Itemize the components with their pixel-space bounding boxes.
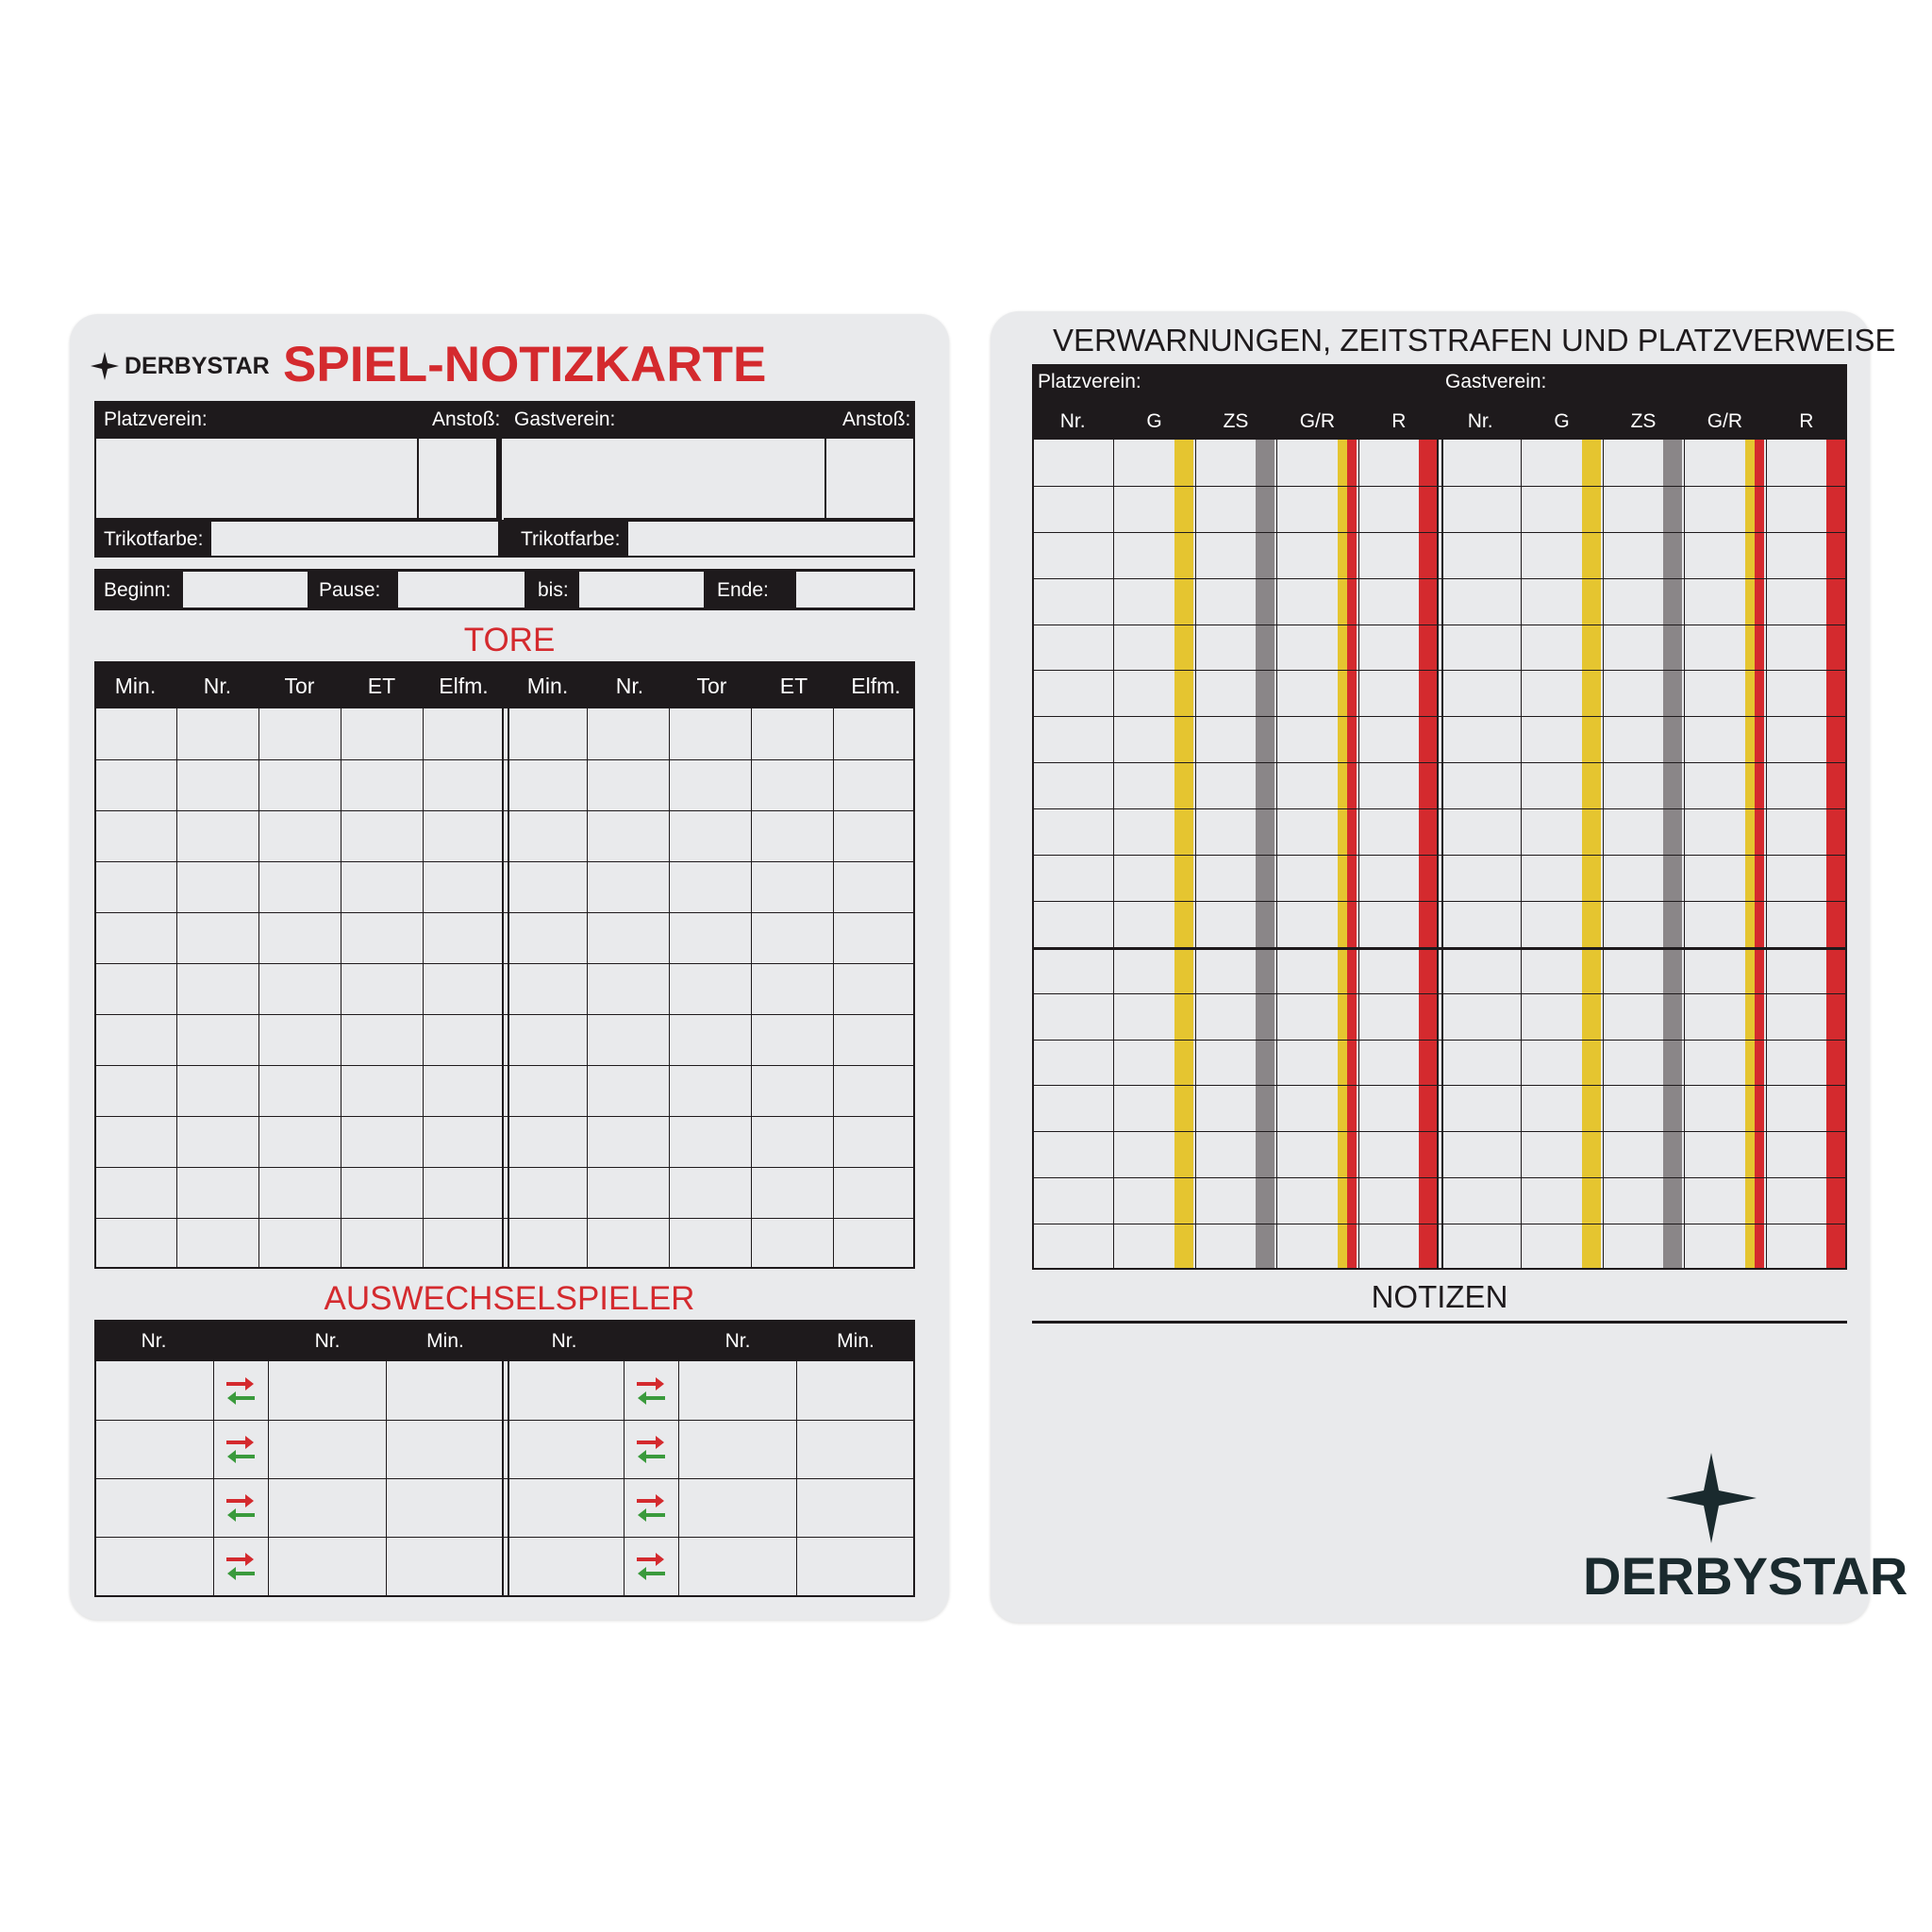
goals-column-header: Min. — [526, 674, 569, 698]
star-icon — [1666, 1453, 1757, 1543]
goals-table — [94, 708, 915, 1269]
goals-title: TORE — [463, 622, 556, 658]
grid-line — [669, 708, 670, 1269]
guest-jersey-label: Trikotfarbe: — [521, 528, 621, 550]
team-divider — [502, 1320, 504, 1597]
grid-line — [913, 1361, 915, 1597]
cards-column-header: R — [1799, 410, 1814, 432]
cards-header — [1032, 364, 1847, 440]
grid-line — [258, 708, 259, 1269]
grid-line — [94, 1014, 915, 1015]
grid-line — [1032, 532, 1847, 533]
pause-label: Pause: — [319, 579, 381, 601]
substitutes-column-header: Min. — [426, 1330, 464, 1352]
team-divider — [502, 439, 504, 520]
jersey-row — [94, 520, 915, 558]
grid-line — [678, 1361, 679, 1597]
cards-column-header: ZS — [1630, 410, 1657, 432]
cards-column-header: G/R — [1299, 410, 1336, 432]
team-divider — [508, 708, 509, 1269]
grid-line — [1032, 901, 1847, 902]
cards-guest-label: Gastverein: — [1445, 371, 1547, 392]
team-divider — [1441, 387, 1443, 1270]
home-jersey-field[interactable] — [211, 522, 498, 556]
start-label: Beginn: — [104, 579, 172, 601]
grid-line — [1276, 440, 1277, 1270]
grid-line — [213, 1361, 214, 1597]
start-field[interactable] — [183, 572, 308, 608]
grid-line — [1032, 855, 1847, 856]
goals-column-header: Nr. — [203, 674, 232, 698]
match-note-card-back — [991, 311, 1908, 1623]
grid-line — [94, 1167, 915, 1168]
grid-line — [1032, 947, 1847, 950]
team-block — [94, 401, 915, 524]
grid-line — [386, 1361, 387, 1597]
times-row — [94, 569, 915, 610]
goals-column-header: Tor — [284, 674, 315, 698]
swap-arrows-icon — [635, 1433, 667, 1465]
guest-team-field[interactable] — [504, 439, 824, 518]
grid-line — [94, 708, 96, 1269]
cards-column-header: R — [1391, 410, 1407, 432]
team-divider — [502, 708, 504, 1269]
grid-line — [751, 708, 752, 1269]
cards-table — [1032, 440, 1847, 1270]
grid-line — [1032, 578, 1847, 579]
swap-arrows-icon — [225, 1374, 257, 1407]
goals-column-header: Min. — [114, 674, 157, 698]
grid-line — [94, 1267, 915, 1269]
grid-line — [1032, 1085, 1847, 1086]
home-kickoff-label: Anstoß: — [432, 408, 501, 430]
cards-column-header: Nr. — [1467, 410, 1493, 432]
cards-column-header: ZS — [1223, 410, 1249, 432]
grid-line — [796, 1361, 797, 1597]
substitutes-table — [94, 1361, 915, 1597]
cards-column-header: G — [1146, 410, 1162, 432]
grid-line — [1766, 440, 1767, 1270]
grid-line — [1032, 1131, 1847, 1132]
end-field[interactable] — [796, 572, 913, 608]
grid-line — [94, 1478, 915, 1479]
swap-arrows-icon — [225, 1491, 257, 1524]
grid-line — [624, 1361, 625, 1597]
grid-line — [1195, 440, 1196, 1270]
grid-line — [1113, 440, 1114, 1270]
notes-divider — [1032, 1321, 1847, 1324]
grid-line — [1603, 440, 1604, 1270]
grid-line — [1521, 440, 1522, 1270]
grid-line — [1032, 716, 1847, 717]
cards-column-header: G — [1554, 410, 1570, 432]
grid-line — [176, 708, 177, 1269]
goals-column-header: Elfm. — [439, 674, 489, 698]
substitutes-column-header: Min. — [837, 1330, 874, 1352]
match-note-card-front — [70, 314, 949, 1620]
grid-line — [94, 1420, 915, 1421]
goals-column-header: ET — [367, 674, 396, 698]
grid-line — [1358, 440, 1359, 1270]
grid-line — [94, 912, 915, 913]
team-divider — [1437, 387, 1439, 1270]
grid-line — [1032, 486, 1847, 487]
grid-line — [268, 1361, 269, 1597]
cards-home-label: Platzverein: — [1038, 371, 1141, 392]
substitutes-title: AUSWECHSELSPIELER — [324, 1280, 695, 1317]
substitutes-column-header: Nr. — [314, 1330, 341, 1352]
swap-arrows-icon — [225, 1433, 257, 1465]
grid-line — [94, 1361, 96, 1597]
until-label: bis: — [538, 579, 569, 601]
home-kickoff-field[interactable] — [419, 439, 496, 518]
card-title: SPIEL-NOTIZKARTE — [283, 337, 767, 392]
cards-column-header: G/R — [1707, 410, 1743, 432]
grid-line — [1032, 1268, 1847, 1270]
guest-team-label: Gastverein: — [514, 408, 616, 430]
cards-title: VERWARNUNGEN, ZEITSTRAFEN UND PLATZVERWEISE — [1053, 323, 1896, 358]
grid-line — [1032, 1040, 1847, 1041]
grid-line — [1032, 762, 1847, 763]
guest-kickoff-label: Anstoß: — [842, 408, 911, 430]
guest-jersey-field[interactable] — [628, 522, 913, 556]
team-divider — [508, 1320, 509, 1597]
goals-column-header: Nr. — [615, 674, 644, 698]
home-team-field[interactable] — [96, 439, 417, 518]
swap-arrows-icon — [635, 1550, 667, 1582]
grid-line — [587, 708, 588, 1269]
grid-line — [1032, 993, 1847, 994]
grid-line — [94, 1116, 915, 1117]
grid-line — [833, 708, 834, 1269]
goals-column-header: Tor — [696, 674, 727, 698]
grid-line — [94, 810, 915, 811]
end-label: Ende: — [717, 579, 769, 601]
grid-line — [94, 1595, 915, 1597]
grid-line — [94, 1065, 915, 1066]
grid-line — [1684, 440, 1685, 1270]
grid-line — [94, 1218, 915, 1219]
brand-logo-large: DERBYSTAR — [1583, 1546, 1908, 1606]
substitutes-column-header: Nr. — [141, 1330, 167, 1352]
goals-column-header: ET — [779, 674, 808, 698]
pause-field[interactable] — [398, 572, 525, 608]
home-team-label: Platzverein: — [104, 408, 208, 430]
grid-line — [1032, 1177, 1847, 1178]
grid-line — [94, 1537, 915, 1538]
guest-kickoff-field[interactable] — [826, 439, 913, 518]
home-jersey-label: Trikotfarbe: — [104, 528, 204, 550]
substitutes-column-header: Nr. — [551, 1330, 577, 1352]
swap-arrows-icon — [225, 1550, 257, 1582]
notes-title: NOTIZEN — [1371, 1279, 1508, 1314]
until-field[interactable] — [579, 572, 704, 608]
brand-logo-small: DERBYSTAR — [125, 353, 270, 379]
grid-line — [1032, 670, 1847, 671]
swap-arrows-icon — [635, 1491, 667, 1524]
grid-line — [94, 759, 915, 760]
grid-line — [94, 861, 915, 862]
goals-column-header: Elfm. — [851, 674, 901, 698]
grid-line — [94, 963, 915, 964]
cards-column-header: Nr. — [1059, 410, 1086, 432]
grid-line — [423, 708, 424, 1269]
substitutes-column-header: Nr. — [724, 1330, 751, 1352]
grid-line — [1032, 808, 1847, 809]
grid-line — [913, 708, 915, 1269]
star-icon — [91, 352, 119, 380]
swap-arrows-icon — [635, 1374, 667, 1407]
